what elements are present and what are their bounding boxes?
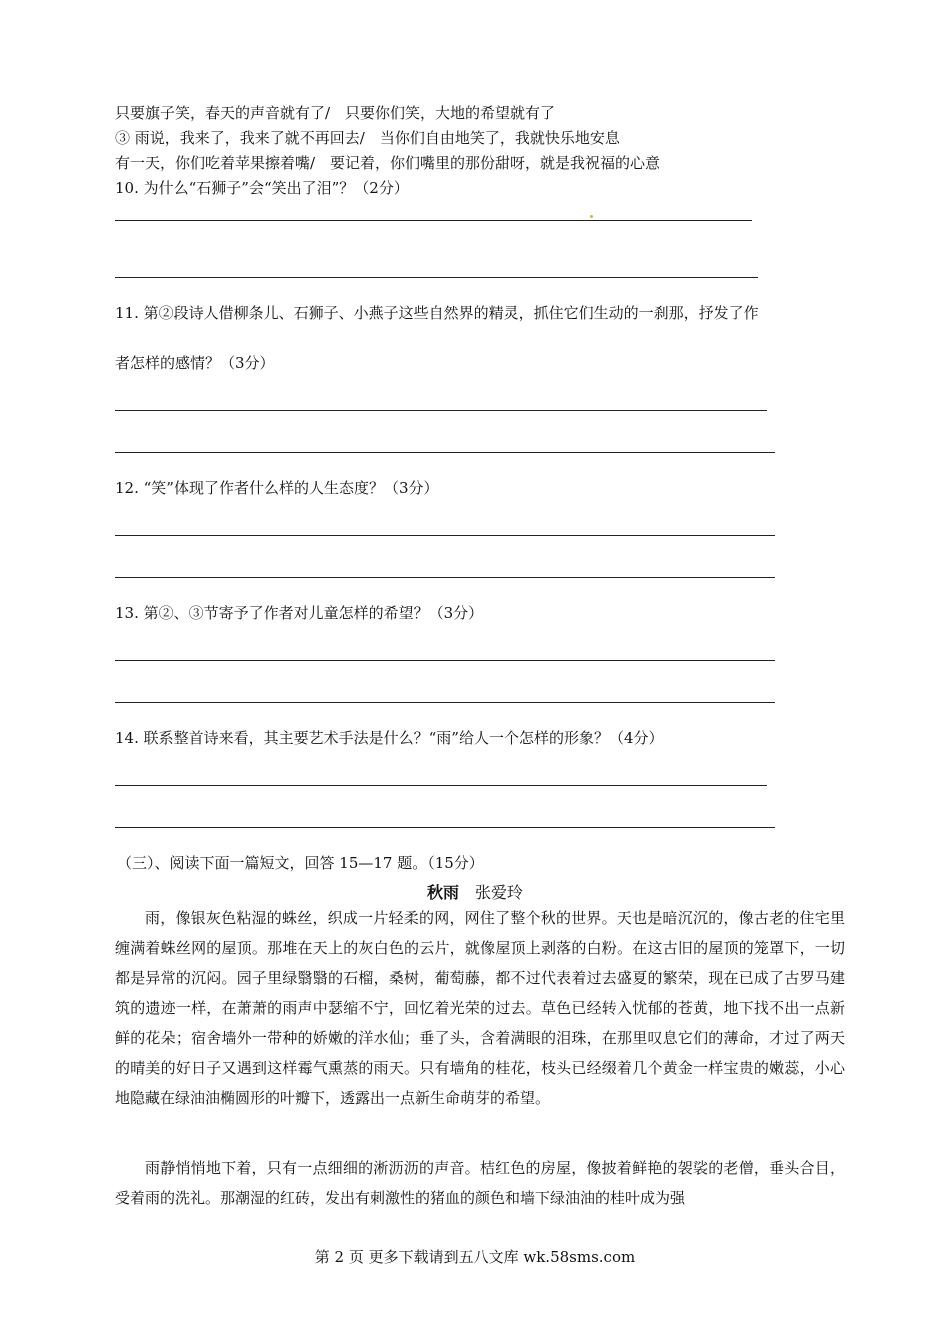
answer-line: [115, 410, 767, 411]
question-11-line-1: 11. 第②段诗人借柳条儿、石狮子、小燕子这些自然界的精灵，抓住它们生动的一刹那，抒发了作: [115, 304, 759, 322]
answer-line: [115, 827, 775, 828]
page-footer: 第 2 页 更多下载请到五八文库 wk.58sms.com: [314, 1248, 636, 1266]
question-12: 12. “笑”体现了作者什么样的人生态度？（3分）: [115, 479, 439, 497]
article-title: 秋雨: [426, 883, 459, 902]
question-10: 10. 为什么“石狮子”会“笑出了泪”？（2分）: [115, 179, 409, 197]
article-author: 张爱玲: [475, 883, 524, 902]
article-paragraph-2: 雨静悄悄地下着，只有一点细细的淅沥沥的声音。桔红色的房屋，像披着鲜艳的袈裟的老僧，垂头合目，受着雨的洗礼。那潮湿的红砖，发出有刺激性的猪血的颜色和墙下绿油油的桂叶成为强: [115, 1159, 845, 1207]
article-title-line: [0, 883, 950, 903]
answer-line: [115, 660, 775, 661]
question-11-line-2: 者怎样的感情？（3分）: [115, 354, 275, 372]
answer-line: [115, 785, 767, 786]
section-heading: （三）、阅读下面一篇短文，回答 15—17 题。（15分）: [117, 854, 484, 872]
poem-line-2: ③ 雨说，我来了，我来了就不再回去/ 当你们自由地笑了，我就快乐地安息: [115, 129, 620, 147]
answer-line: [115, 277, 758, 278]
answer-line: [115, 577, 775, 578]
answer-line: [115, 220, 752, 221]
question-13: 13. 第②、③节寄予了作者对儿童怎样的希望？（3分）: [115, 604, 484, 622]
answer-line: [115, 535, 775, 536]
poem-line-1: 只要旗子笑，春天的声音就有了/ 只要你们笑，大地的希望就有了: [115, 104, 556, 122]
answer-line: [115, 452, 775, 453]
poem-line-3: 有一天，你们吃着苹果擦着嘴/ 要记着，你们嘴里的那份甜呀，就是我祝福的心意: [115, 154, 661, 172]
article-paragraph-1: 雨，像银灰色粘湿的蛛丝，织成一片轻柔的网，网住了整个秋的世界。天也是暗沉沉的，像古老的住宅里缠满着蛛丝网的屋顶。那堆在天上的灰白色的云片，就像屋顶上剥落的白粉。在这古旧的屋顶的笼罩下，一切都是异常的沉闷。园子里绿翳翳的石榴，桑树，葡萄藤，都不过代表着过去盛夏的繁荣，现在已成了古罗马建筑的遗迹一样，在萧萧的雨声中瑟缩不宁，回忆着光荣的过去。草色已经转入忧郁的苍黄，地下找不出一点新鲜的花朵；宿舍墙外一带种的娇嫩的洋水仙；垂了头，含着满眼的泪珠，在那里叹息它们的薄命，才过了两天的晴美的好日子又遇到这样霉气熏蒸的雨天。只有墙角的桂花，枝头已经缀着几个黄金一样宝贵的嫩蕊，小心地隐藏在绿油油椭圆形的叶瓣下，透露出一点新生命萌芽的希望。: [115, 909, 845, 1107]
speck-mark: [590, 215, 593, 218]
answer-line: [115, 702, 775, 703]
question-14: 14. 联系整首诗来看，其主要艺术手法是什么？“雨”给人一个怎样的形象？（4分）: [115, 729, 664, 747]
